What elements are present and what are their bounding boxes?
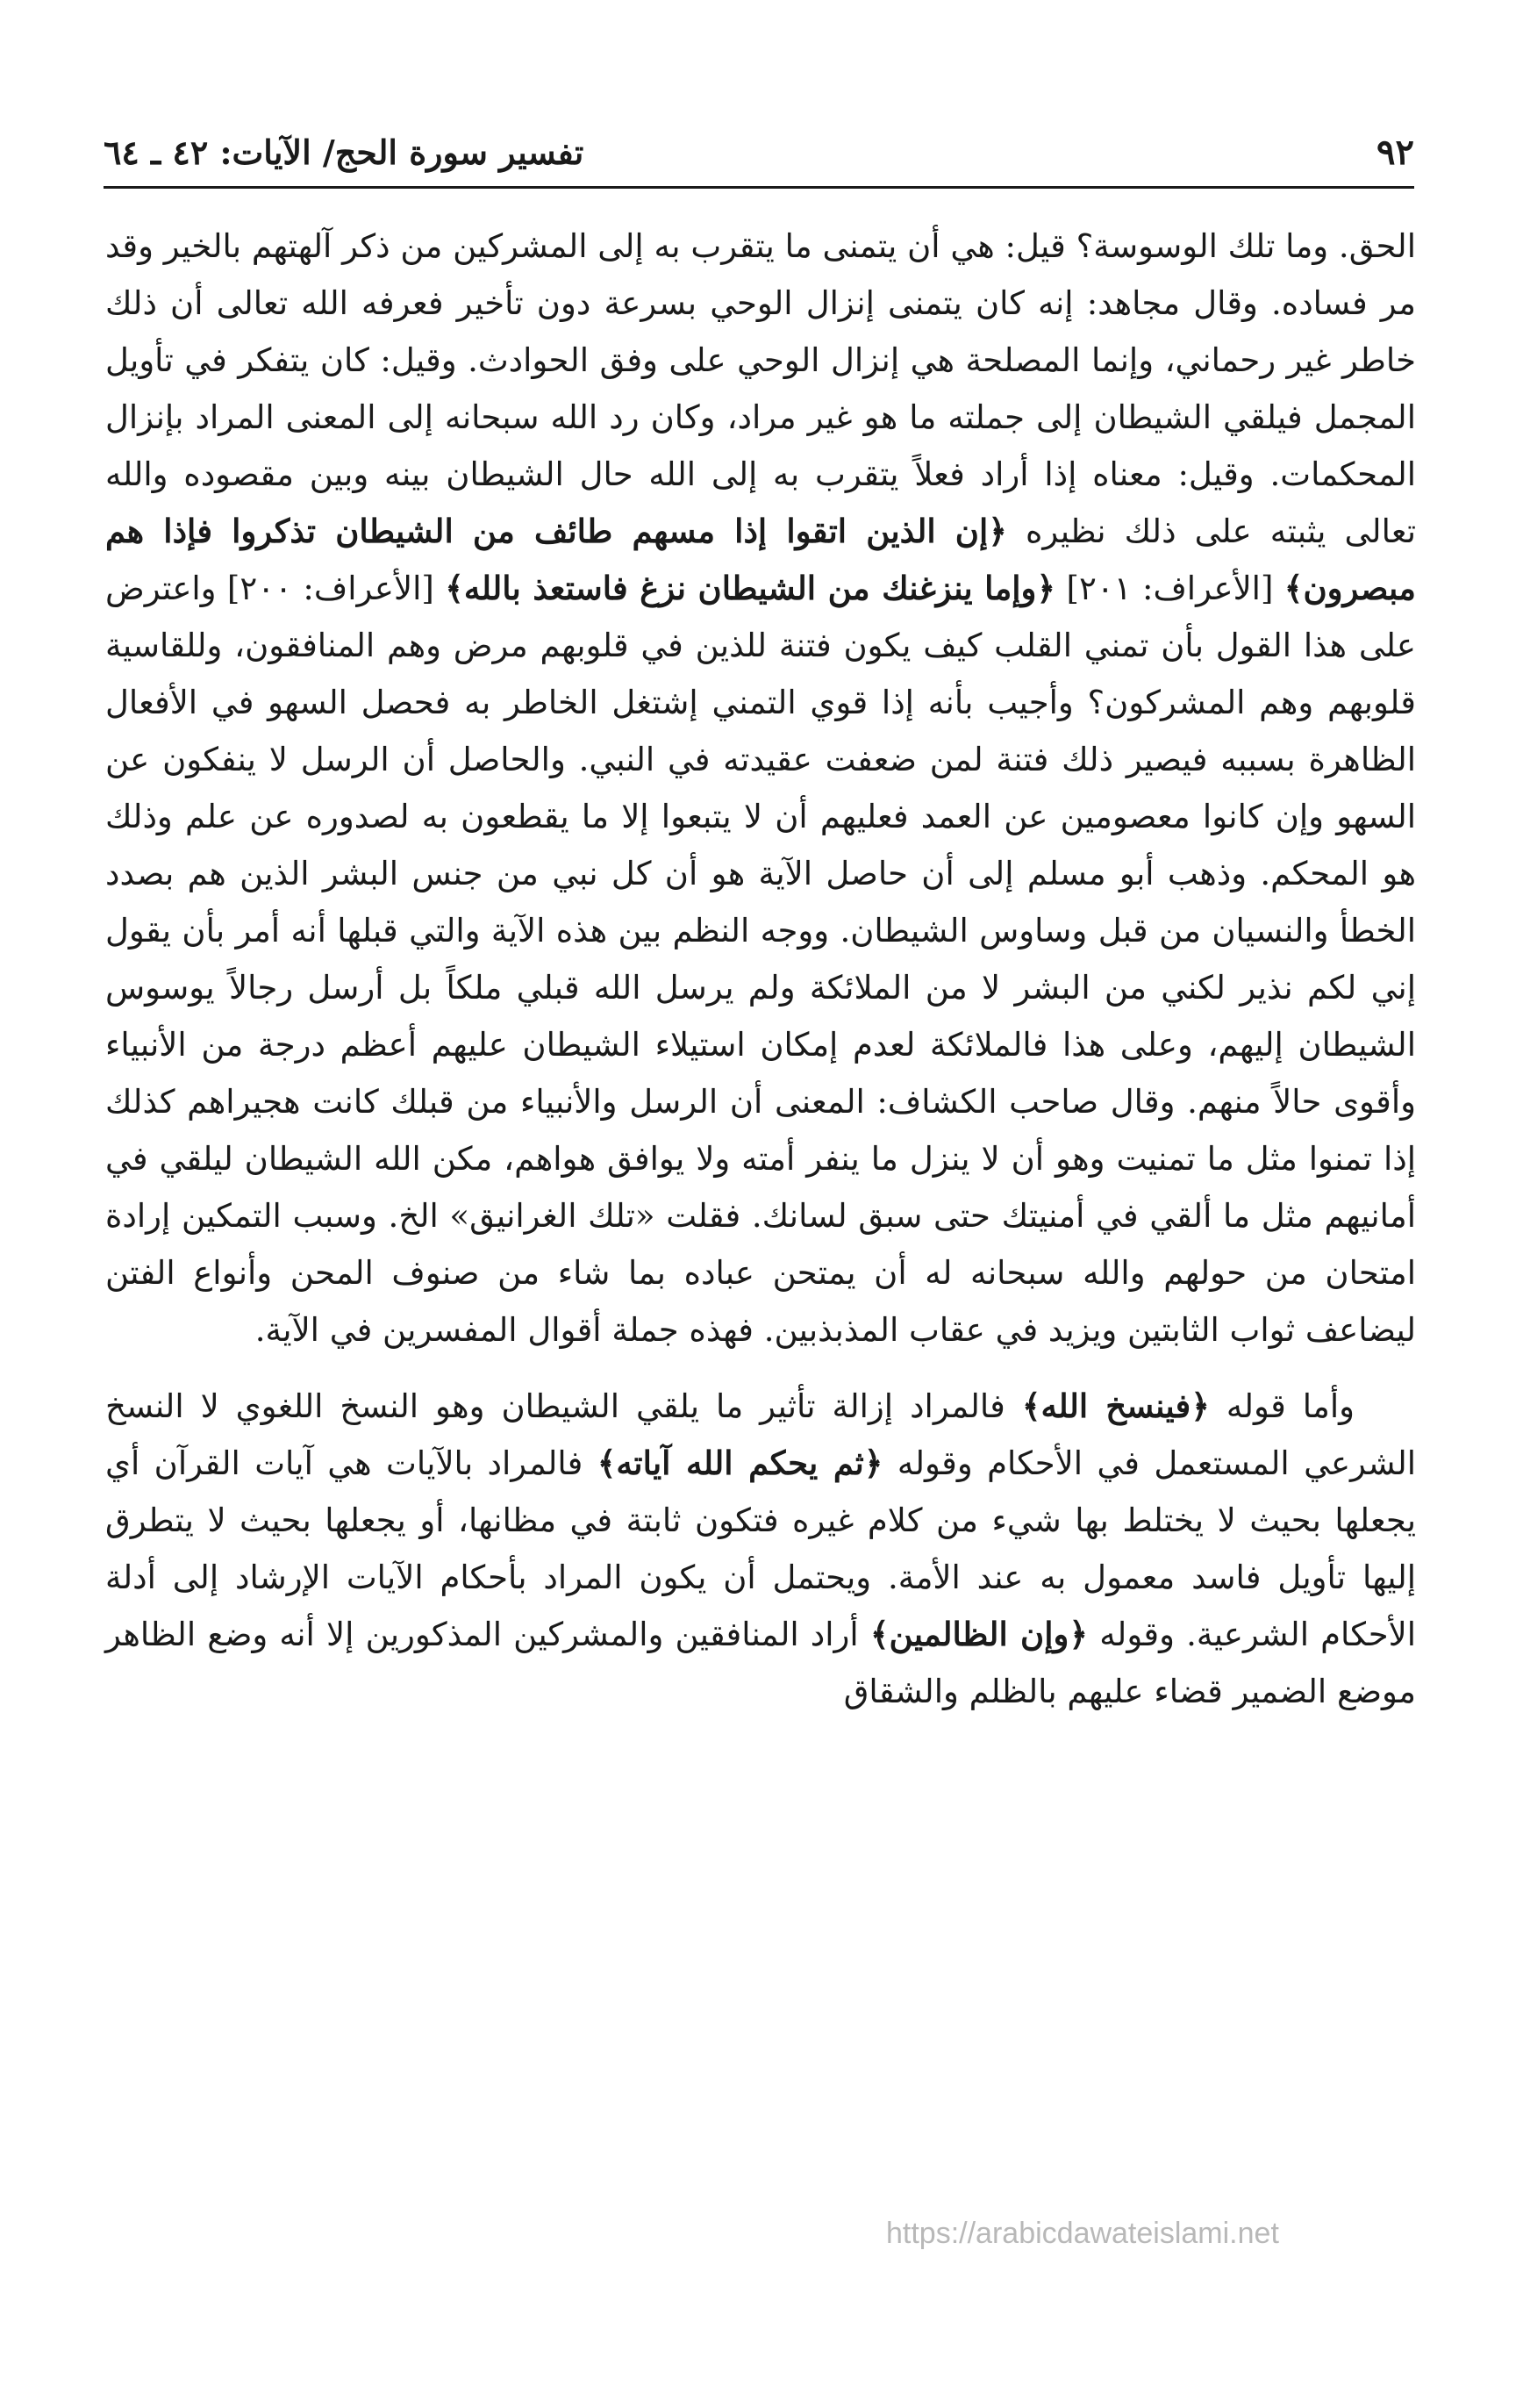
text-segment: أراد المنافقين والمشركين المذكورين إلا أنه وضع الظاهر موضع الضمير قضاء عليهم بالظلم والشقاق [105, 1616, 1416, 1710]
body-text [105, 218, 1416, 1720]
quran-quote: ﴿إن الذين اتقوا إذا مسهم طائف من الشيطان تذكروا فإذا هم مبصرون﴾ [105, 512, 1416, 607]
text-segment: الحق. وما تلك الوسوسة؟ قيل: هي أن يتمنى ما يتقرب به إلى المشركين من ذكر آلهتهم بالخير وقد مر فساده. وقال مجاهد: إنه كان يتمنى إنزال الوحي بسرعة دون تأخير فعرفه الله تعالى أن ذلك خاطر غير رحماني، وإنما المصلحة هي إنزال الوحي على وفق الحوادث. وقيل: كان يتفكر في تأويل المجمل فيلقي الشيطان إلى جملته ما هو غير مراد، وكان رد الله سبحانه إلى المعنى المراد بإنزال المحكمات. وقيل: معناه إذا أراد فعلاً يتقرب به إلى الله حال الشيطان بينه وبين مقصوده والله تعالى يثبته على ذلك نظيره [105, 227, 1416, 550]
quran-quote: ﴿وإن الظالمين﴾ [869, 1615, 1089, 1653]
page-header [104, 121, 1414, 183]
text-segment: فالمراد إزالة تأثير ما يلقي الشيطان وهو النسخ اللغوي لا النسخ الشرعي المستعمل في الأحكام وقوله [105, 1387, 1416, 1482]
watermark-url: https://arabicdawateislami.net [886, 2217, 1279, 2250]
quran-quote: ﴿ثم يحكم الله آياته﴾ [597, 1444, 883, 1482]
paragraph [105, 1378, 1416, 1720]
text-segment: [الأعراف: ٢٠١] [1055, 570, 1284, 607]
text-segment: فالمراد بالآيات هي آيات القرآن أي يجعلها بحيث لا يختلط بها شيء من كلام غيره فتكون ثابتة في مظانها، أو يجعلها بحيث لا يتطرق إليها تأويل فاسد معمول به عند الأمة. ويحتمل أن يكون المراد بأحكام الآيات الإرشاد إلى أدلة الأحكام الشرعية. وقوله [105, 1444, 1417, 1653]
page-number: ٩٢ [1376, 131, 1414, 173]
running-title: تفسير سورة الحج/ الآيات: ٤٢ ـ ٦٤ [104, 132, 584, 172]
text-segment: وأما قوله [1209, 1387, 1355, 1425]
paragraph [105, 218, 1416, 1358]
quran-quote: ﴿فينسخ الله﴾ [1021, 1387, 1210, 1425]
header-divider [104, 186, 1414, 189]
text-segment: [الأعراف: ٢٠٠] واعترض على هذا القول بأن تمني القلب كيف يكون فتنة للذين في قلوبهم مرض وهم المنافقون، وللقاسية قلوبهم وهم المشركون؟ وأجيب بأنه إذا قوي التمني إشتغل الخاطر به فحصل السهو في الأفعال الظاهرة بسببه فيصير ذلك فتنة لمن ضعفت عقيدته في النبي. والحاصل أن الرسل لا ينفكون عن السهو وإن كانوا معصومين عن العمد فعليهم أن لا يتبعوا إلا ما يقطعون به لصدوره عن علم وذلك هو المحكم. وذهب أبو مسلم إلى أن حاصل الآية هو أن كل نبي من جنس البشر الذين هم بصدد الخطأ والنسيان من قبل وساوس الشيطان. ووجه النظم بين هذه الآية والتي قبلها أنه أمر بأن يقول إني لكم نذير لكني من البشر لا من الملائكة ولم يرسل الله قبلي ملكاً بل أرسل رجالاً يوسوس الشيطان إليهم، وعلى هذا فالملائكة لعدم إمكان استيلاء الشيطان عليهم أعظم درجة من الأنبياء وأقوى حالاً منهم. وقال صاحب الكشاف: المعنى أن الرسل والأنبياء من قبلك كانت هجيراهم كذلك إذا تمنوا مثل ما تمنيت وهو أن لا ينزل ما ينفر أمته ولا يوافق هواهم، مكن الله الشيطان ليلقي في أمانيهم مثل ما ألقي في أمنيتك حتى سبق لسانك. فقلت «تلك الغرانيق» الخ. وسبب التمكين إرادة امتحان من حولهم والله سبحانه له أن يمتحن عباده بما شاء من صنوف المحن وأنواع الفتن ليضاعف ثواب الثابتين ويزيد في عقاب المذبذبين. فهذه جملة أقوال المفسرين في الآية. [105, 570, 1416, 1349]
quran-quote: ﴿وإما ينزغنك من الشيطان نزغ فاستعذ بالله﴾ [445, 569, 1056, 607]
